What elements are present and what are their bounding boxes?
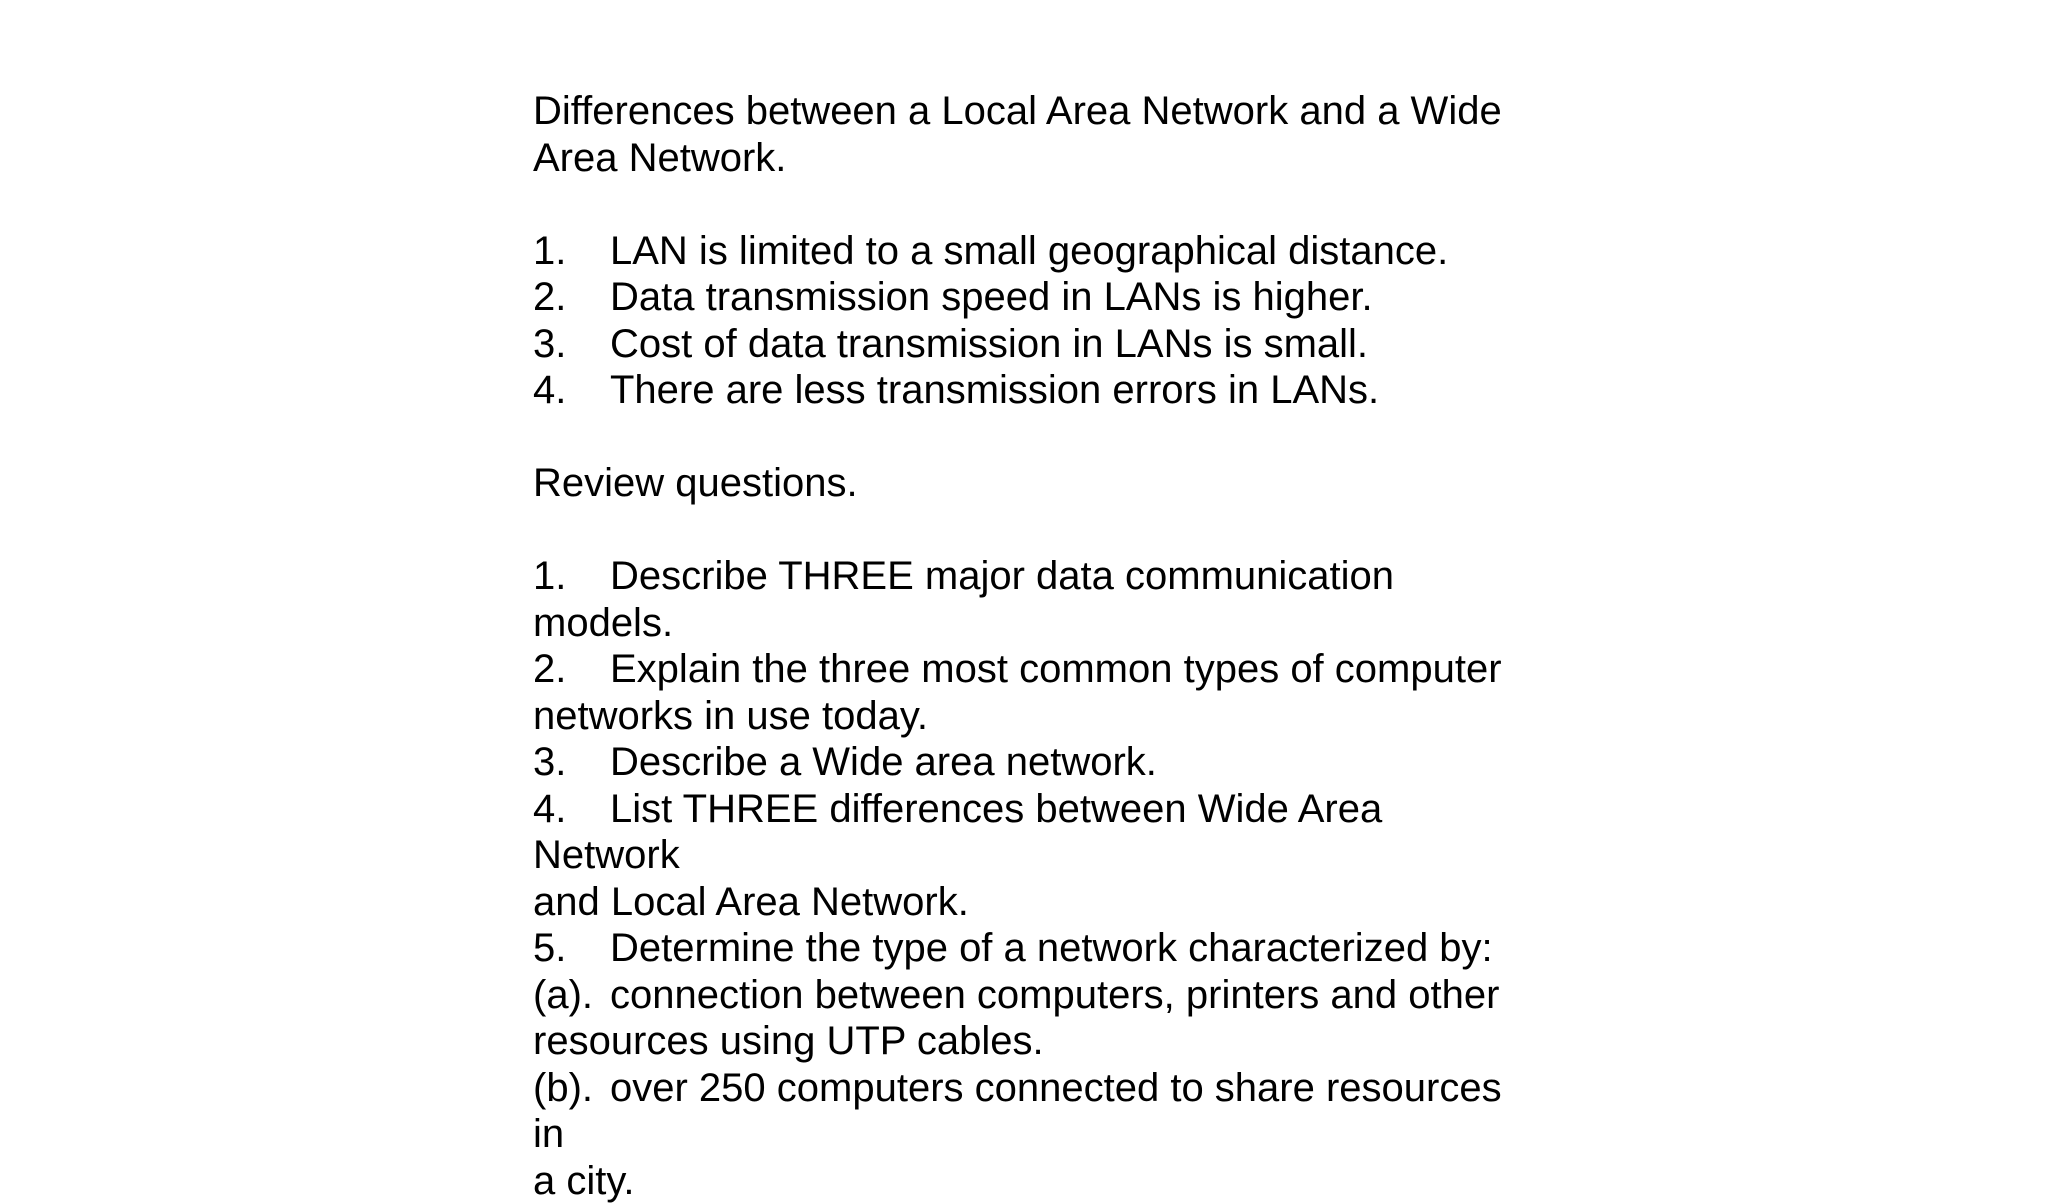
sub-item-label: (b). (533, 1065, 610, 1112)
review-heading: Review questions. (533, 460, 1533, 507)
sub-item (533, 1065, 1533, 1204)
sub-item-label: (a). (533, 972, 610, 1019)
question-item (533, 553, 1533, 646)
heading-line-1: Differences between a Local Area Network and a Wide (533, 89, 1502, 133)
question-text: Explain the three most common types of computer (610, 647, 1502, 691)
list-text: LAN is limited to a small geographical distance. (610, 229, 1448, 273)
spacer (533, 414, 1533, 461)
spacer (533, 181, 1533, 228)
question-number: 2. (533, 646, 610, 693)
list-item (533, 367, 1533, 414)
question-number: 3. (533, 739, 610, 786)
sub-item-text-continued: resources using UTP cables. (533, 1019, 1044, 1063)
question-item (533, 646, 1533, 739)
list-text: There are less transmission errors in LANs. (610, 368, 1379, 412)
question-text-continued: and Local Area Network. (533, 880, 969, 924)
list-number: 3. (533, 321, 610, 368)
list-text: Data transmission speed in LANs is higher. (610, 275, 1373, 319)
question-number: 5. (533, 925, 610, 972)
list-number: 4. (533, 367, 610, 414)
list-number: 1. (533, 228, 610, 275)
list-item (533, 274, 1533, 321)
sub-item-text-continued: a city. (533, 1159, 635, 1203)
question-text: Determine the type of a network characterized by: (610, 926, 1493, 970)
differences-list (533, 228, 1533, 414)
spacer (533, 507, 1533, 554)
list-item (533, 321, 1533, 368)
document-heading (533, 88, 1533, 181)
sub-item-text: connection between computers, printers and other (610, 973, 1499, 1017)
list-number: 2. (533, 274, 610, 321)
question-item (533, 739, 1533, 786)
question-text: Describe THREE major data communication models. (533, 554, 1394, 645)
question-item (533, 925, 1533, 972)
question-number: 1. (533, 553, 610, 600)
list-text: Cost of data transmission in LANs is small. (610, 322, 1368, 366)
list-item (533, 228, 1533, 275)
question-text: List THREE differences between Wide Area Network (533, 787, 1382, 878)
sub-item (533, 972, 1533, 1065)
question-item (533, 786, 1533, 926)
sub-item-text: over 250 computers connected to share resources in (533, 1066, 1502, 1157)
question-number: 4. (533, 786, 610, 833)
question-text: Describe a Wide area network. (610, 740, 1157, 784)
question-text-continued: networks in use today. (533, 694, 928, 738)
questions-list (533, 553, 1533, 1204)
document-body (533, 88, 1533, 1204)
heading-line-2: Area Network. (533, 136, 786, 180)
